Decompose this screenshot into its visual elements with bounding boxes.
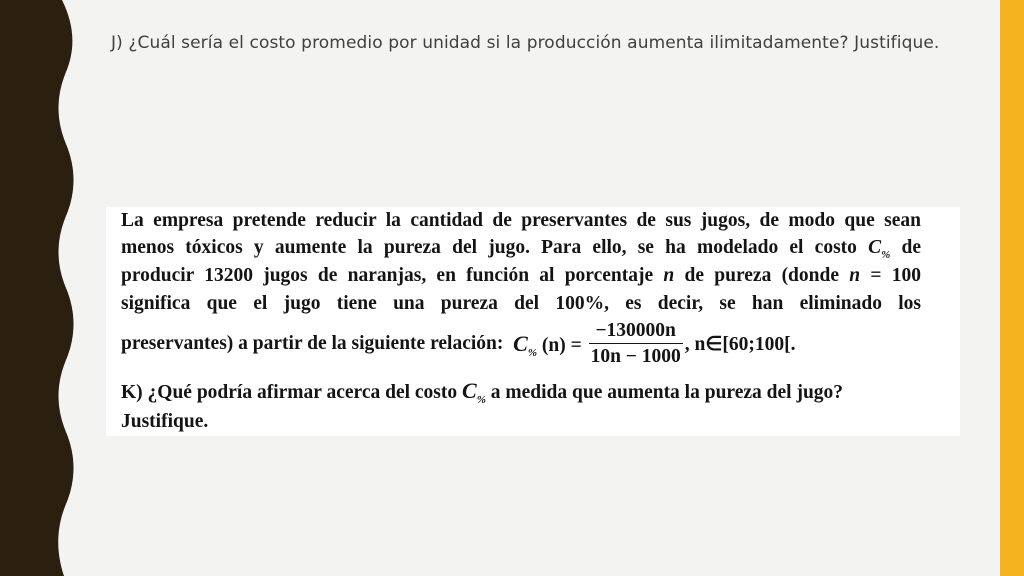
left-decorative-band [0, 0, 90, 576]
right-accent-band [1000, 0, 1024, 576]
formula-denominator: 10n − 1000 [590, 346, 681, 367]
problem-line-2: menos tóxicos y aumente la pureza del jugo. Para ello, se ha modelado el costo $C_{\%}$ de [121, 237, 922, 261]
formula-domain: , n∈[60;100[. [684, 334, 796, 355]
problem-line-5-formula: preservantes) a partir de la siguiente relación: $C_{\%}$ (n) = $\frac{-130000n}{10n - 1000}$ , n∈[60;100[. [121, 320, 796, 367]
question-k-line: K) ¿Qué podría afirmar acerca del costo $C_{\%}$ a medida que aumenta la pureza del jugo? [121, 378, 844, 406]
question-k-justify: Justifique. [121, 411, 209, 432]
problem-line-4: significa que el jugo tiene una pureza del 100%, es decir, se han eliminado los [121, 293, 921, 314]
question-j-text: J) ¿Cuál sería el costo promedio por unidad si la producción aumenta ilimitadamente? Justifique. [111, 33, 940, 53]
problem-line-1: La empresa pretende reducir la cantidad de preservantes de sus jugos, de modo que sean [121, 210, 921, 231]
cost-formula-fraction [589, 320, 683, 368]
formula-numerator: −130000n [589, 320, 683, 344]
problem-statement-image [106, 207, 960, 436]
problem-line-3: producir 13200 jugos de naranjas, en función al porcentaje n de pureza (donde n = 100 [121, 265, 921, 286]
cost-symbol: C [868, 237, 882, 258]
